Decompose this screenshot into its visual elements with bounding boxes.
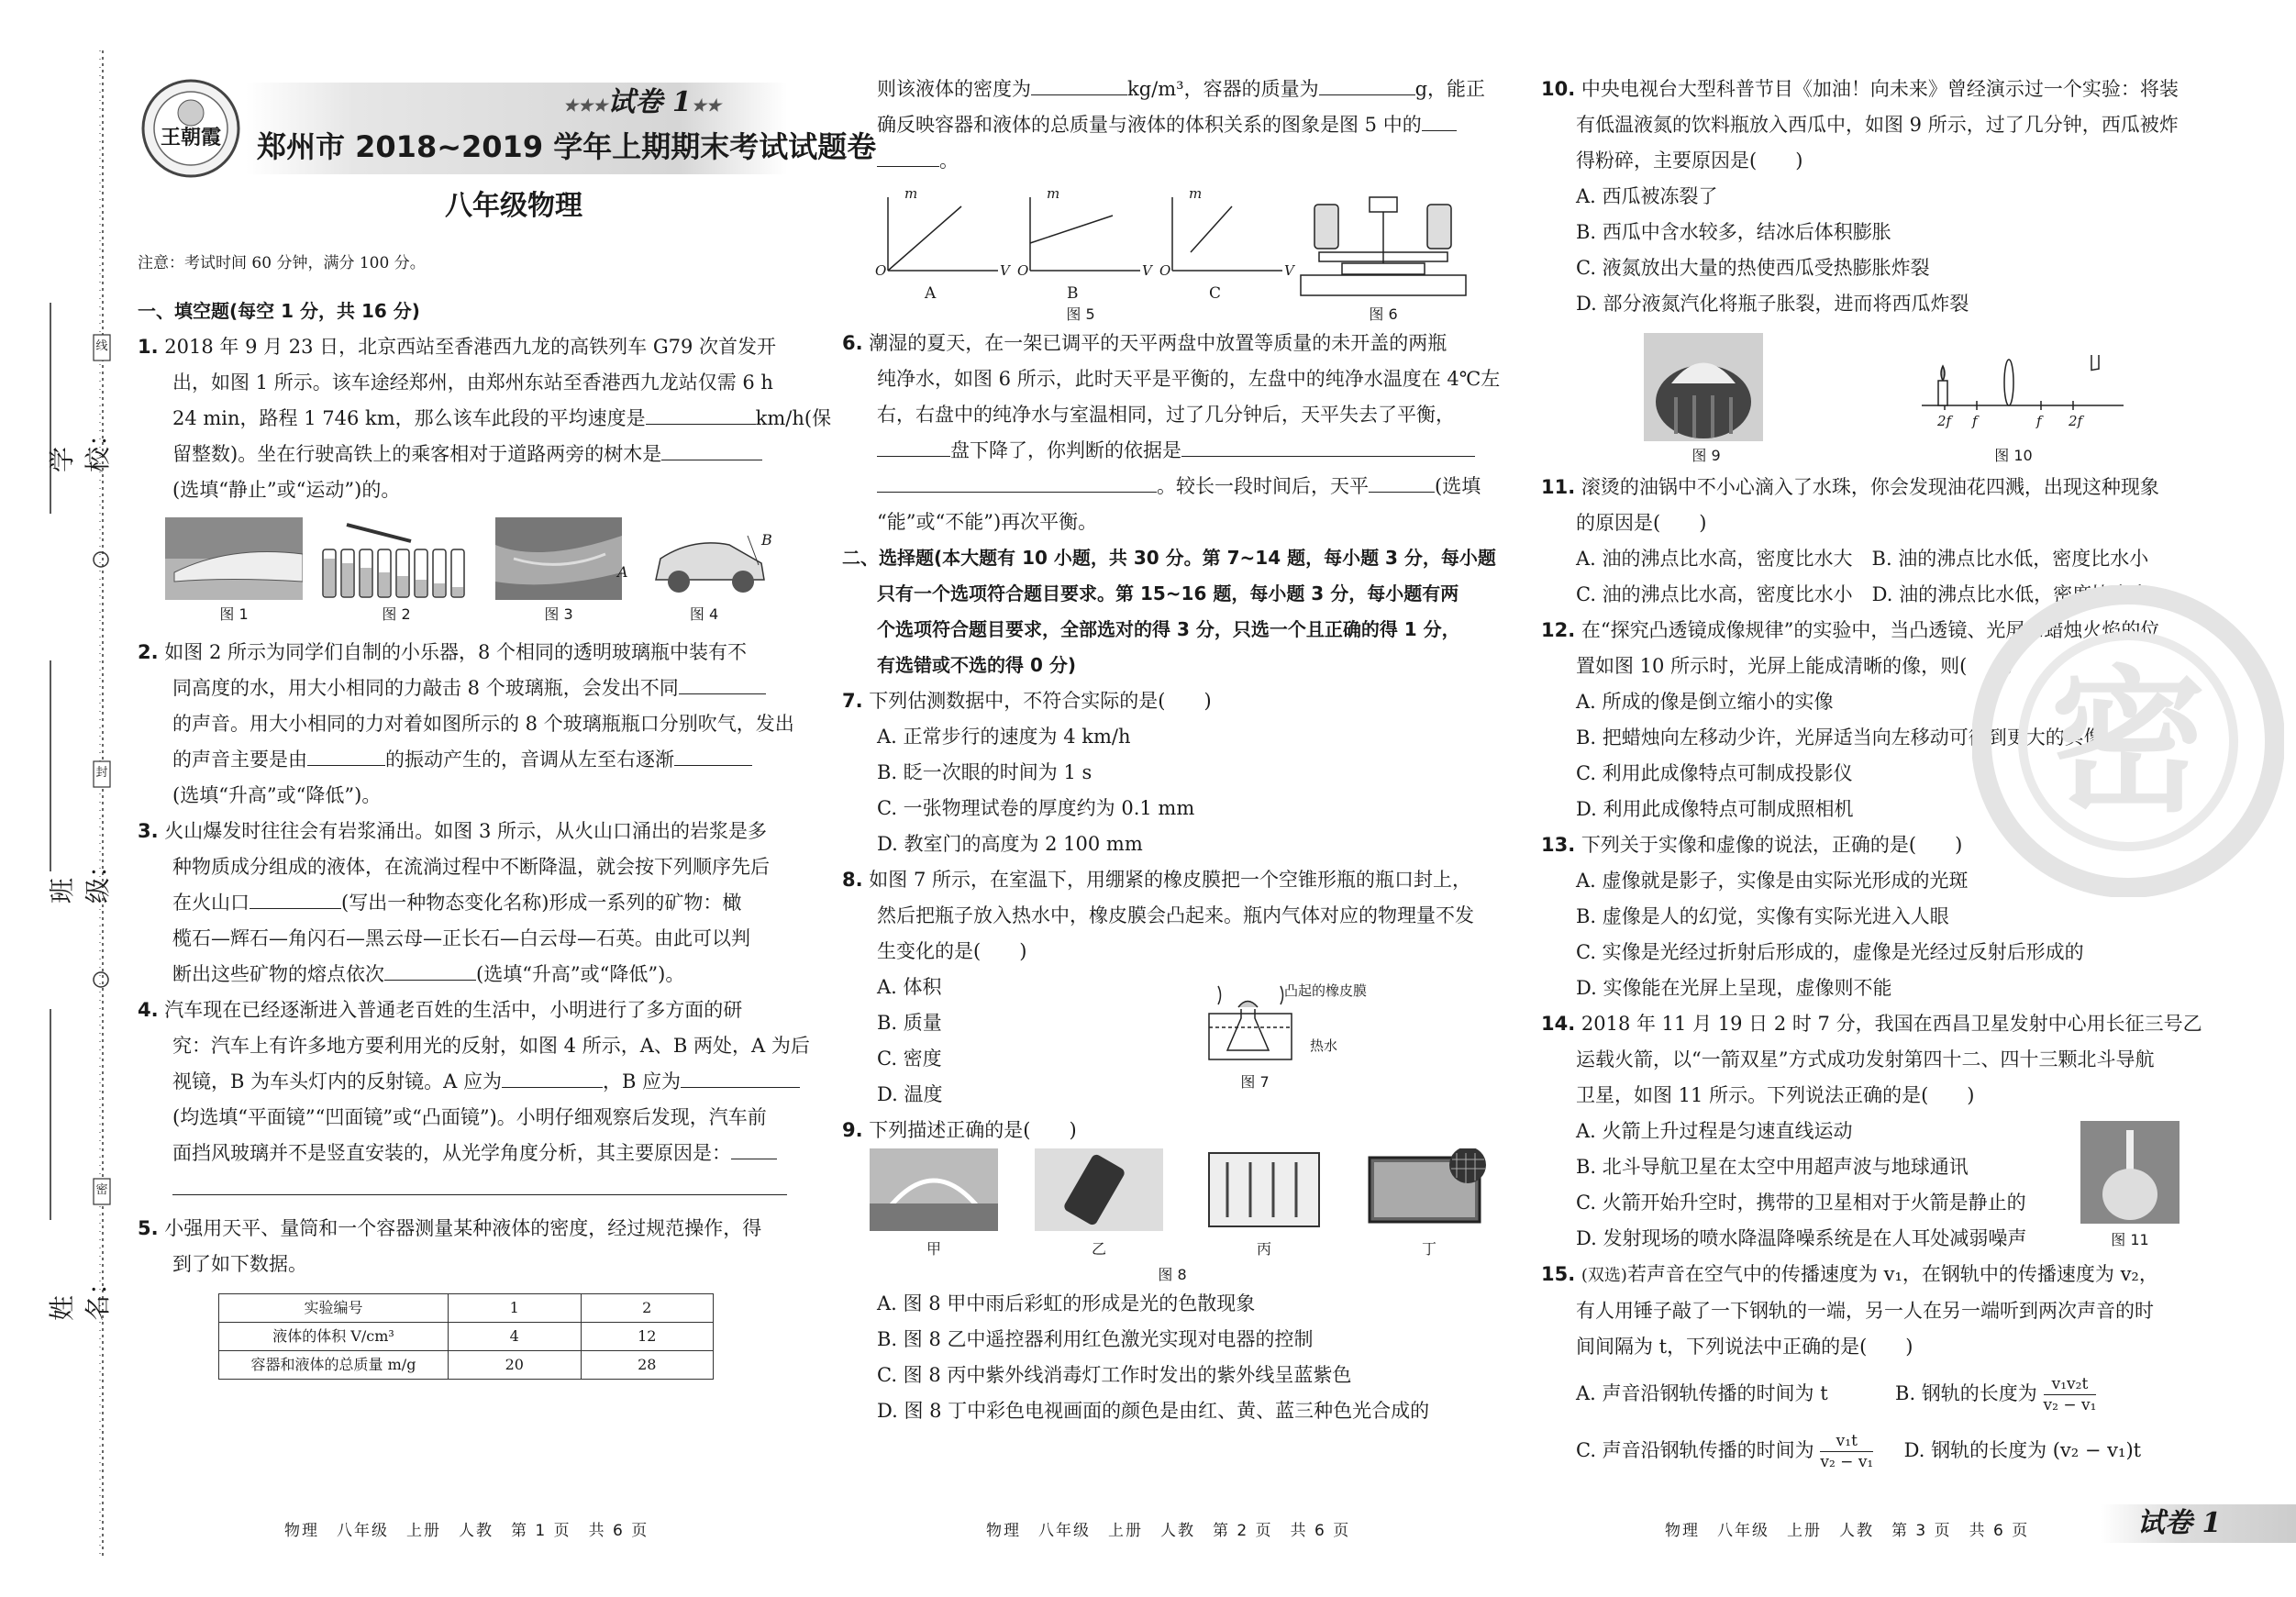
subject-title: 八年级物理 <box>445 190 582 222</box>
secret-stamp-char: 密 <box>2049 652 2207 834</box>
q15-c-numerator: v₁t <box>1820 1431 1873 1452</box>
question-7 <box>842 683 1507 862</box>
q7-option-b[interactable]: B. 眨一次眼的时间为 1 s <box>877 761 1093 783</box>
footer-page-2: 物理 八年级 上册 人教 第 2 页 共 6 页 <box>986 1522 1351 1540</box>
q3-text: 断出这些矿物的熔点依次 <box>172 963 384 985</box>
figures-5-6 <box>842 185 1507 326</box>
q15-option-a[interactable]: A. 声音沿钢轨传播的时间为 t <box>1576 1382 1828 1404</box>
q14-option-b[interactable]: B. 北斗导航卫星在太空中用超声波与地球通讯 <box>1576 1156 1969 1178</box>
q4-blank-b[interactable] <box>681 1066 800 1088</box>
q15-option-b-text: B. 钢轨的长度为 <box>1895 1382 2037 1404</box>
q9-option-b[interactable]: B. 图 8 乙中遥控器利用红色激光实现对电器的控制 <box>877 1328 1314 1350</box>
school-label: 学校： <box>47 420 113 472</box>
q11-text: 的原因是( ) <box>1576 512 1707 534</box>
q5-text: 小强用天平、量筒和一个容器测量某种液体的密度，经过规范操作，得 <box>164 1217 762 1239</box>
q15-text: 间间隔为 t，下列说法中正确的是( ) <box>1576 1336 1913 1358</box>
q6-blank-side[interactable] <box>877 435 950 457</box>
table-cell: 4 <box>449 1323 582 1351</box>
fig5-origin: O <box>875 262 887 279</box>
q3-text: 在火山口 <box>172 892 250 914</box>
q11-option-b[interactable]: B. 油的沸点比水低，密度比水小 <box>1871 548 2149 570</box>
fig5-label-b: B <box>1067 284 1079 303</box>
q2-text: 的声音主要是由 <box>172 749 307 771</box>
q15-option-b[interactable] <box>1895 1375 2097 1414</box>
q4-text: 究：汽车上有许多地方要利用光的反射，如图 4 所示，A、B 两处，A 为后 <box>172 1035 810 1057</box>
q5-text: 确反映容器和液体的总质量与液体的体积关系的图象是图 5 中的 <box>877 114 1422 136</box>
q8-option-d[interactable]: D. 温度 <box>877 1083 943 1105</box>
q14-text: 卫星，如图 11 所示。下列说法正确的是( ) <box>1576 1084 1975 1106</box>
question-14 <box>1541 1006 2266 1257</box>
q6-blank-reason[interactable] <box>1181 435 1475 457</box>
q1-text: (选填“静止”或“运动”)的。 <box>172 479 401 501</box>
question-9 <box>842 1113 1507 1429</box>
column-3 <box>1541 72 2266 1479</box>
q15-option-c[interactable] <box>1576 1432 1880 1471</box>
fig5-origin: O <box>1017 262 1029 279</box>
fig8-label-bing: 丙 <box>1256 1240 1271 1258</box>
q11-text: 滚烫的油锅中不小心滴入了水珠，你会发现油花四溅，出现这种现象 <box>1581 476 2159 498</box>
q8-option-c[interactable]: C. 密度 <box>877 1048 942 1070</box>
fig10-label-2f: 2f <box>2069 413 2083 429</box>
q10-text: 中央电视台大型科普节目《加油！向未来》曾经演示过一个实验：将装 <box>1581 78 2179 100</box>
q15-b-fraction <box>2044 1374 2097 1415</box>
q5-blank-density[interactable] <box>1031 73 1127 95</box>
class-label: 班级： <box>47 851 113 904</box>
q10-number: 10. <box>1541 78 1576 100</box>
fig8-tv-image <box>1365 1148 1493 1231</box>
q6-text: 纯净水，如图 6 所示，此时天平是平衡的，左盘中的纯净水温度在 4℃左 <box>877 368 1501 390</box>
question-4 <box>138 993 810 1207</box>
q7-text: 下列估测数据中，不符合实际的是( ) <box>869 690 1212 712</box>
q4-blank-reason-2[interactable] <box>172 1173 787 1195</box>
fig2-caption: 图 2 <box>382 605 411 623</box>
fig5-axis-m: m <box>1189 185 1203 202</box>
q2-number: 2. <box>138 641 159 663</box>
q3-text: 种物质成分组成的液体，在流淌过程中不断降温，就会按下列顺序先后 <box>172 856 770 878</box>
secret-stamp-watermark <box>1972 585 2284 897</box>
fig8-images <box>842 1148 1507 1286</box>
fig6-balance-image <box>1292 188 1475 303</box>
question-1 <box>138 329 832 508</box>
q15-c-fraction <box>1820 1431 1873 1472</box>
fig4-label-b: B <box>761 531 772 549</box>
seal-seal-char: 封 <box>95 766 108 780</box>
fig10-label-f: f <box>1972 413 1978 429</box>
q13-text: 下列关于实像和虚像的说法，正确的是( ) <box>1581 834 1963 856</box>
q14-option-c[interactable]: C. 火箭开始升空时，携带的卫星相对于火箭是静止的 <box>1576 1192 2026 1214</box>
question-6 <box>842 326 1507 540</box>
q6-number: 6. <box>842 332 863 354</box>
fig8-uv-lamp-image <box>1200 1148 1328 1231</box>
q14-text: 运载火箭，以“一箭双星”方式成功发射第四十二、四十三颗北斗导航 <box>1576 1048 2155 1070</box>
q5-blank-graph-2[interactable] <box>877 145 939 167</box>
q1-blank-speed[interactable] <box>646 403 756 425</box>
fig6-caption: 图 6 <box>1369 305 1398 323</box>
exam-note: 注意：考试时间 60 分钟，满分 100 分。 <box>138 254 426 272</box>
q5-blank-mass[interactable] <box>1319 73 1415 95</box>
q15-tag: (双选) <box>1581 1266 1627 1285</box>
q11-number: 11. <box>1541 476 1576 498</box>
q8-text: 生变化的是( ) <box>877 940 1027 962</box>
footer-page-1: 物理 八年级 上册 人教 第 1 页 共 6 页 <box>284 1522 649 1540</box>
q4-text: 视镜，B 为车头灯内的反射镜。A 应为 <box>172 1070 502 1092</box>
q7-option-c[interactable]: C. 一张物理试卷的厚度约为 0.1 mm <box>877 797 1195 819</box>
q6-text: 盘下降了，你判断的依据是 <box>950 439 1181 461</box>
q1-blank-motion[interactable] <box>661 438 762 460</box>
fig8-caption: 图 8 <box>1158 1266 1187 1283</box>
q13-option-c[interactable]: C. 实像是光经过折射后形成的，虚像是光经过反射后形成的 <box>1576 941 2084 963</box>
q12-number: 12. <box>1541 619 1576 641</box>
q12-text: 置如图 10 所示时，光屏上能成清晰的像，则( ) <box>1576 655 2013 677</box>
q11-option-d[interactable]: D. 油的沸点比水低，密度比水大 <box>1871 583 2150 605</box>
fig4-car-image <box>638 517 771 600</box>
q7-option-a[interactable]: A. 正常步行的速度为 4 km/h <box>877 726 1131 748</box>
q15-number: 15. <box>1541 1263 1576 1285</box>
q6-text: 右，右盘中的纯净水与室温相同，过了几分钟后，天平失去了平衡， <box>877 404 1455 426</box>
q15-b-numerator: v₁v₂t <box>2044 1374 2097 1395</box>
fig7-label-water: 热水 <box>1310 1037 1338 1054</box>
q13-number: 13. <box>1541 834 1576 856</box>
paper-tag: ★★★试卷 1★★ <box>562 86 722 118</box>
q3-text: 榄石—辉石—角闪石—黑云母—正长石—白云母—石英。由此可以判 <box>172 927 750 949</box>
fig9-caption: 图 9 <box>1691 447 1721 464</box>
q12-option-d[interactable]: D. 利用此成像特点可制成照相机 <box>1576 798 1854 820</box>
q9-number: 9. <box>842 1119 863 1141</box>
column-2: 则该液体的密度为 kg/m³，容器的质量为 g，能正 确反映容器和液体的总质量与液体的体积关系的图象是图 5 中的 。 m m m V V V O O O A B C 图 5 图 6 6. 潮湿的夏天，在一架已调平的天平两盘中放置等质量的未开盖的两瓶 纯净水，如图 6 所示，此时天平是平衡的，左盘中的纯净水温度在 4℃左 右，右盘中的纯净水与室温相同，过了几分钟后，天平失去了平衡， 盘下降了，你判断的依据是 。较长一段时间后，天平 (选填 “能”或“不能”)再次平衡。 二、选择题(本大题有 10 小题，共 30 分。第 7~14 题，每小题 3 分，每小题 只有一个选项符合题目要求。第 15~16 题，每小题 3 分，每小题有两 个选项符合题目要求，全部选对的得 3 分，只选一个且正确的得 1 分， 有选错或不选的得 0 分) 7. 下列估测数据中，不符合实际的是( ) A. 正常步行的速度为 4 km/h B. 眨一次眼的时间为 1 s C. 一张物理试卷的厚度约为 0.1 mm D. 教室门的高度为 2 100 mm 8. 如图 7 所示，在室温下，用绷紧的橡皮膜把一个空锥形瓶的瓶口封上， 然后把瓶子放入热水中，橡皮膜会凸起来。瓶内气体对应的物理量不发 生变化的是( ) A. 体积 B. 质量 C. 密度 D. 温度 凸起的橡皮膜 热水 图 7 9. 下列描述正确的是( ) 甲 乙 丙 丁 图 8 A. 图 8 甲中雨后彩虹的形成是光的色散现象 B. 图 8 乙中遥控器利用红色激光实现对电器的控制 C. 图 8 丙中紫外线消毒灯工作时发出的紫外线呈蓝紫色 D. 图 8 丁中彩色电视画面的颜色是由红、黄、蓝三种色光合成的 <box>842 72 1507 1429</box>
q5-text: kg/m³，容器的质量为 <box>1127 78 1319 100</box>
fig5-axis-m: m <box>904 185 918 202</box>
q10-option-c[interactable]: C. 液氮放出大量的热使西瓜受热膨胀炸裂 <box>1576 257 1930 279</box>
q3-text: 火山爆发时往往会有岩浆涌出。如图 3 所示，从火山口涌出的岩浆是多 <box>164 820 767 842</box>
q2-blank-1[interactable] <box>679 672 766 694</box>
section-2-text: 只有一个选项符合题目要求。第 15~16 题，每小题 3 分，每小题有两 <box>877 582 1459 604</box>
figures-1-4 <box>138 517 807 635</box>
fig5-axis-v: V <box>1142 262 1152 279</box>
q3-text: (选填“升高”或“降低”)。 <box>476 963 685 985</box>
q15-text: 若声音在空气中的传播速度为 v₁，在钢轨中的传播速度为 v₂， <box>1626 1263 2158 1285</box>
fig4-caption: 图 4 <box>689 605 719 623</box>
q4-text: (均选填“平面镜”“凹面镜”或“凸面镜”)。小明仔细观察后发现，汽车前 <box>172 1106 767 1128</box>
q7-number: 7. <box>842 690 863 712</box>
q13-option-b[interactable]: B. 虚像是人的幻觉，实像有实际光进入人眼 <box>1576 905 1949 927</box>
q2-blank-2[interactable] <box>307 744 385 766</box>
brand-name: 王朝霞 <box>160 126 221 150</box>
q15-c-denominator: v₂ − v₁ <box>1820 1453 1874 1471</box>
seal-line-char: 线 <box>95 339 108 353</box>
q15-option-c-text: C. 声音沿钢轨传播的时间为 <box>1576 1439 1814 1461</box>
section-2-text: 个选项符合题目要求，全部选对的得 3 分，只选一个且正确的得 1 分， <box>877 618 1460 640</box>
q1-text: km/h(保 <box>755 407 832 429</box>
q10-option-d[interactable]: D. 部分液氮汽化将瓶子胀裂，进而将西瓜炸裂 <box>1576 293 1969 315</box>
q1-text: 出，如图 1 所示。该车途经郑州，由郑州东站至香港西九龙站仅需 6 h <box>172 372 773 394</box>
fig5-graphs <box>870 188 1347 307</box>
fig8-rainbow-image <box>870 1148 998 1231</box>
table-header: 实验编号 <box>219 1294 449 1323</box>
question-5 <box>138 1211 807 1380</box>
fig1-caption: 图 1 <box>219 605 249 623</box>
fig10-label-2f: 2f <box>1937 413 1952 429</box>
fig11-rocket-image <box>2080 1121 2180 1224</box>
table-cell: 28 <box>581 1351 714 1380</box>
q4-number: 4. <box>138 999 159 1021</box>
q6-blank-balance[interactable] <box>1369 471 1435 493</box>
fig8-label-yi: 乙 <box>1091 1240 1106 1258</box>
q14-text: 2018 年 11 月 19 日 2 时 7 分，我国在西昌卫星发射中心用长征三号乙 <box>1581 1013 2202 1035</box>
q9-option-d[interactable]: D. 图 8 丁中彩色电视画面的颜色是由红、黄、蓝三种色光合成的 <box>877 1400 1430 1422</box>
q2-text: 的声音。用大小相同的力对着如图所示的 8 个玻璃瓶瓶口分别吹气，发出 <box>172 713 794 735</box>
q2-text: 如图 2 所示为同学们自制的小乐器，8 个相同的透明玻璃瓶中装有不 <box>164 641 748 663</box>
q13-option-a[interactable]: A. 虚像就是影子，实像是由实际光形成的光斑 <box>1576 870 1969 892</box>
q3-number: 3. <box>138 820 159 842</box>
q3-text: (写出一种物态变化名称)形成一系列的矿物：橄 <box>341 892 742 914</box>
q1-text: 2018 年 9 月 23 日，北京西站至香港西九龙的高铁列车 G79 次首发开 <box>164 336 777 358</box>
q6-text: (选填 <box>1435 475 1481 497</box>
q10-text: 得粉碎，主要原因是( ) <box>1576 150 1803 172</box>
q12-option-a[interactable]: A. 所成的像是倒立缩小的实像 <box>1576 691 1834 713</box>
fig8-remote-image <box>1035 1148 1163 1231</box>
q8-number: 8. <box>842 869 863 891</box>
q5-text: g，能正 <box>1414 78 1486 100</box>
section-2-text: 有选错或不选的得 0 分) <box>877 654 1076 676</box>
question-15 <box>1541 1257 2266 1479</box>
q4-text: 面挡风玻璃并不是竖直安装的，从光学角度分析，其主要原因是： <box>172 1142 731 1164</box>
footer-paper-tag: 试卷 1 <box>2137 1507 2222 1539</box>
q15-text: 有人用锤子敲了一下钢轨的一端，另一人在另一端听到两次声音的时 <box>1576 1300 2154 1322</box>
fig3-lava-image <box>495 517 622 600</box>
q6-text: 。较长一段时间后，天平 <box>1157 475 1369 497</box>
q8-option-a[interactable]: A. 体积 <box>877 976 942 998</box>
table-cell: 20 <box>449 1351 582 1380</box>
question-10 <box>1541 72 2266 470</box>
q6-text: 潮湿的夏天，在一架已调平的天平两盘中放置等质量的未开盖的两瓶 <box>869 332 1447 354</box>
q11-option-a[interactable]: A. 油的沸点比水高，密度比水大 <box>1576 548 1853 570</box>
fig5-origin: O <box>1159 262 1171 279</box>
fig5-label-a: A <box>925 284 937 303</box>
table-header: 1 <box>449 1294 582 1323</box>
fig10-label-f: f <box>2036 413 2042 429</box>
q8-text: 然后把瓶子放入热水中，橡皮膜会凸起来。瓶内气体对应的物理量不发 <box>877 904 1474 926</box>
fig1-train-image <box>165 517 303 600</box>
q9-option-c[interactable]: C. 图 8 丙中紫外线消毒灯工作时发出的紫外线呈蓝紫色 <box>877 1364 1352 1386</box>
footer-page-3: 物理 八年级 上册 人教 第 3 页 共 6 页 <box>1665 1522 2030 1540</box>
q14-option-d[interactable]: D. 发射现场的喷水降温降噪系统是在人耳处减弱噪声 <box>1576 1227 2027 1249</box>
fig7-label-film: 凸起的橡皮膜 <box>1284 982 1368 999</box>
q14-option-a[interactable]: A. 火箭上升过程是匀速直线运动 <box>1576 1120 1853 1142</box>
q11-option-c[interactable]: C. 油的沸点比水高，密度比水小 <box>1576 583 1853 605</box>
fig10-caption: 图 10 <box>1994 447 2033 464</box>
fig5-label-c: C <box>1209 284 1222 303</box>
q2-text: 同高度的水，用大小相同的力敲击 8 个玻璃瓶，会发出不同 <box>172 677 679 699</box>
q5-data-table <box>218 1293 714 1380</box>
section-1-heading: 一、填空题(每空 1 分，共 16 分) <box>138 300 420 322</box>
q6-blank-reason-2[interactable] <box>877 471 1157 493</box>
name-label: 姓名： <box>47 1269 113 1321</box>
section-2-text: 二、选择题(本大题有 10 小题，共 30 分。第 7~14 题，每小题 3 分，每小题 <box>842 547 1496 569</box>
q12-option-b[interactable]: B. 把蜡烛向左移动少许，光屏适当向左移动可得到更大的实像 <box>1576 726 2103 749</box>
q12-option-c[interactable]: C. 利用此成像特点可制成投影仪 <box>1576 762 1853 784</box>
q6-text: “能”或“不能”)再次平衡。 <box>877 511 1098 533</box>
q13-option-d[interactable]: D. 实像能在光屏上呈现，虚像则不能 <box>1576 977 1892 999</box>
q7-option-d[interactable]: D. 教室门的高度为 2 100 mm <box>877 833 1143 855</box>
q4-text: 汽车现在已经逐渐进入普通老百姓的生活中，小明进行了多方面的研 <box>164 999 743 1021</box>
question-3 <box>138 814 807 993</box>
question-8 <box>842 862 1507 1113</box>
q2-text: (选填“升高”或“降低”)。 <box>172 784 382 806</box>
binding-margin <box>0 0 119 1597</box>
fig9-watermelon-image <box>1644 333 1763 441</box>
q15-option-d[interactable]: D. 钢轨的长度为 (v₂ − v₁)t <box>1903 1439 2142 1461</box>
binding-line-graphic <box>0 0 119 1597</box>
q4-blank-a[interactable] <box>502 1066 603 1088</box>
q12-text: 在“探究凸透镜成像规律”的实验中，当凸透镜、光屏和蜡烛火焰的位 <box>1581 619 2160 641</box>
q10-option-b[interactable]: B. 西瓜中含水较多，结冰后体积膨胀 <box>1576 221 1891 243</box>
fig5-axis-v: V <box>1000 262 1010 279</box>
q5-text: 则该液体的密度为 <box>877 78 1031 100</box>
q5-text: 到了如下数据。 <box>172 1253 307 1275</box>
fig8-label-jia: 甲 <box>926 1240 941 1258</box>
figures-9-10 <box>1541 327 2266 470</box>
seal-secret-char: 密 <box>95 1183 108 1197</box>
q8-option-b[interactable]: B. 质量 <box>877 1012 942 1034</box>
column-1 <box>138 294 832 1380</box>
table-cell: 液体的体积 V/cm³ <box>219 1323 449 1351</box>
q15-b-denominator: v₂ − v₁ <box>2043 1396 2097 1414</box>
fig7-caption: 图 7 <box>1240 1073 1270 1091</box>
q4-text: ，B 应为 <box>602 1070 682 1092</box>
fig2-bottles-image <box>319 517 473 600</box>
fig5-axis-m: m <box>1047 185 1060 202</box>
q4-blank-reason[interactable] <box>731 1137 777 1159</box>
q10-option-a[interactable]: A. 西瓜被冻裂了 <box>1576 185 1718 207</box>
fig5-axis-v: V <box>1284 262 1294 279</box>
q8-text: 如图 7 所示，在室温下，用绷紧的橡皮膜把一个空锥形瓶的瓶口封上， <box>869 869 1471 891</box>
fig11-caption: 图 11 <box>2111 1231 2149 1248</box>
q3-blank-1[interactable] <box>250 887 341 909</box>
q14-number: 14. <box>1541 1013 1576 1035</box>
fig8-label-ding: 丁 <box>1421 1240 1436 1258</box>
fig3-caption: 图 3 <box>544 605 573 623</box>
q10-text: 有低温液氮的饮料瓶放入西瓜中，如图 9 所示，过了几分钟，西瓜被炸 <box>1576 114 2179 136</box>
table-cell: 12 <box>581 1323 714 1351</box>
q9-option-a[interactable]: A. 图 8 甲中雨后彩虹的形成是光的色散现象 <box>877 1292 1256 1314</box>
question-2 <box>138 635 807 814</box>
q3-blank-2[interactable] <box>384 959 476 981</box>
q2-text: 的振动产生的，音调从左至右逐渐 <box>385 749 674 771</box>
section-2-heading <box>842 540 1507 683</box>
exam-title: 郑州市 2018~2019 学年上期期末考试试题卷 <box>257 129 877 164</box>
fig4-label-a: A <box>617 563 628 581</box>
fig5-caption: 图 5 <box>1066 305 1095 323</box>
table-cell: 容器和液体的总质量 m/g <box>219 1351 449 1380</box>
q1-number: 1. <box>138 336 159 358</box>
q9-text: 下列描述正确的是( ) <box>869 1119 1077 1141</box>
q1-text: 留整数)。坐在行驶高铁上的乘客相对于道路两旁的树木是 <box>172 443 662 465</box>
q5-number: 5. <box>138 1217 159 1239</box>
table-header: 2 <box>581 1294 714 1323</box>
q5-blank-graph[interactable] <box>1422 109 1457 131</box>
q2-blank-3[interactable] <box>674 744 752 766</box>
q1-text: 24 min，路程 1 746 km，那么该车此段的平均速度是 <box>172 407 646 429</box>
